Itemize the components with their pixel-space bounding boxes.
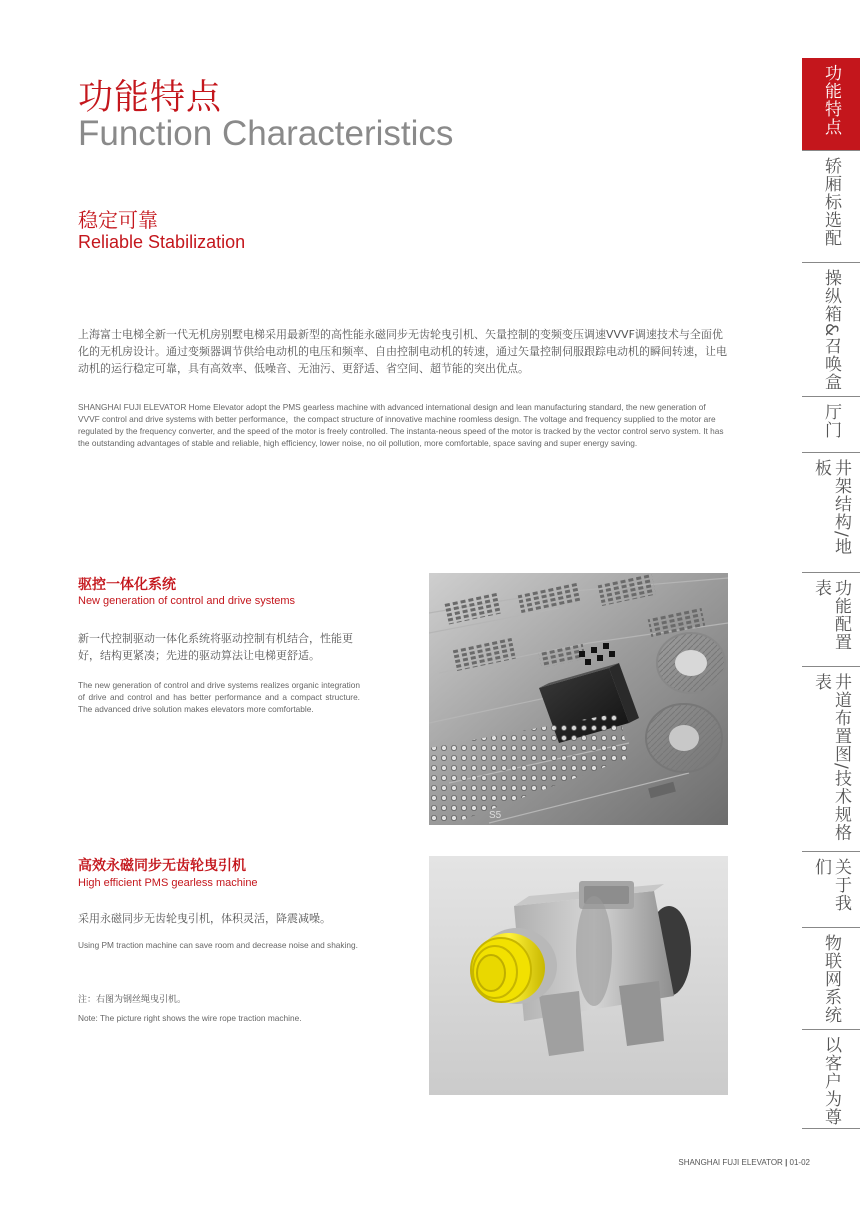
page-title-en: Function Characteristics	[78, 114, 454, 153]
feature1-desc-en: The new generation of control and drive systems realizes organic integration of drive and control and has better performance and a compact structure. The advanced drive solution makes elevators more comfortable.	[78, 680, 360, 714]
feature2-desc-cn: 采用永磁同步无齿轮曳引机，体积灵活，降震减噪。	[78, 912, 331, 925]
feature1-title-cn: 驱控一体化系统	[78, 577, 176, 593]
sidebar-item-label: 以客户为尊	[821, 1036, 841, 1126]
sidebar-item-label: 厅门	[821, 403, 841, 439]
section-paragraph-en: SHANGHAI FUJI ELEVATOR Home Elevator adopt the PMS gearless machine with advanced international design and lean manufacturing standard, the new generation of VVVF control and drive systems with better performance，the compact structure of innovative machine roomless design. The voltage and frequency supplied to the motor are regulated by the frequency converter, and the speed of the motor is freely controlled. The instanta-neous speed of the motor is tracked by the vector control servo system. It has the outstanding advantages of stable and reliable, high efficiency, lower noise, no oil pollution, more comfortable, space saving and super energy saving.	[78, 402, 724, 448]
traction-machine-photo	[429, 856, 728, 1095]
footer-brand: SHANGHAI FUJI ELEVATOR	[678, 1158, 783, 1167]
sidebar-item-car-options[interactable]	[802, 150, 860, 262]
sidebar-item-frame-floor[interactable]	[802, 452, 860, 572]
sidebar-item-label: 操纵箱&召唤盒	[821, 269, 841, 392]
footer-page-numbers: 01-02	[789, 1158, 810, 1167]
sidebar-nav	[802, 58, 860, 1129]
sidebar-item-label: 井架结构/地板	[811, 459, 851, 556]
feature1-title-en: New generation of control and drive systems	[78, 595, 296, 607]
feature2-note-en: Note: The picture right shows the wire rope traction machine.	[78, 1013, 302, 1023]
feature2-note-cn: 注：右图为钢丝绳曳引机。	[78, 995, 187, 1005]
sidebar-item-label: 功能配置表	[811, 579, 851, 651]
sidebar-item-cop-lop[interactable]	[802, 262, 860, 396]
section-title-cn: 稳定可靠	[78, 208, 158, 232]
sidebar-item-landing-door[interactable]	[802, 396, 860, 452]
page-footer	[678, 1158, 810, 1167]
feature2-title-en: High efficient PMS gearless machine	[78, 877, 258, 889]
photo-silk-label: S5	[489, 810, 502, 821]
footer-separator: |	[785, 1158, 790, 1167]
sidebar-item-label: 轿厢标选配	[821, 157, 841, 247]
sidebar-item-about-us[interactable]	[802, 851, 860, 927]
sidebar-item-hoistway-layout[interactable]	[802, 666, 860, 851]
sidebar-item-function-characteristics[interactable]	[802, 58, 860, 150]
feature2-desc-en: Using PM traction machine can save room and decrease noise and shaking.	[78, 940, 358, 950]
sidebar-item-label: 功能特点	[821, 64, 841, 136]
feature2-title-cn: 高效永磁同步无齿轮曳引机	[78, 858, 246, 874]
sidebar-item-label: 关于我们	[811, 858, 851, 912]
sidebar-item-label: 井道布置图/技术规格表	[811, 673, 851, 842]
section-title-en: Reliable Stabilization	[78, 232, 246, 252]
sidebar-item-label: 物联网系统	[821, 934, 841, 1024]
circuit-board-photo	[429, 573, 728, 825]
feature1-desc-cn: 新一代控制驱动一体化系统将驱动控制有机结合，性能更好，结构更紧凑；先进的驱动算法让电梯更舒适。	[78, 632, 353, 662]
page-title-cn: 功能特点	[78, 78, 223, 118]
sidebar-item-iot-system[interactable]	[802, 927, 860, 1029]
section-paragraph-cn: 上海富士电梯全新一代无机房别墅电梯采用最新型的高性能永磁同步无齿轮曳引机、矢量控制的变频变压调速VVVF调速技术与全面优化的无机房设计。通过变频器调节供给电动机的电压和频率、自由控制电动机的转速，通过矢量控制伺服跟踪电动机的瞬间转速，让电动机的运行稳定可靠，具有高效率、低噪音、无油污、更舒适、省空间、超节能的突出优点。	[78, 328, 727, 375]
sidebar-item-configuration-table[interactable]	[802, 572, 860, 666]
sidebar-item-customer-first[interactable]	[802, 1029, 860, 1129]
